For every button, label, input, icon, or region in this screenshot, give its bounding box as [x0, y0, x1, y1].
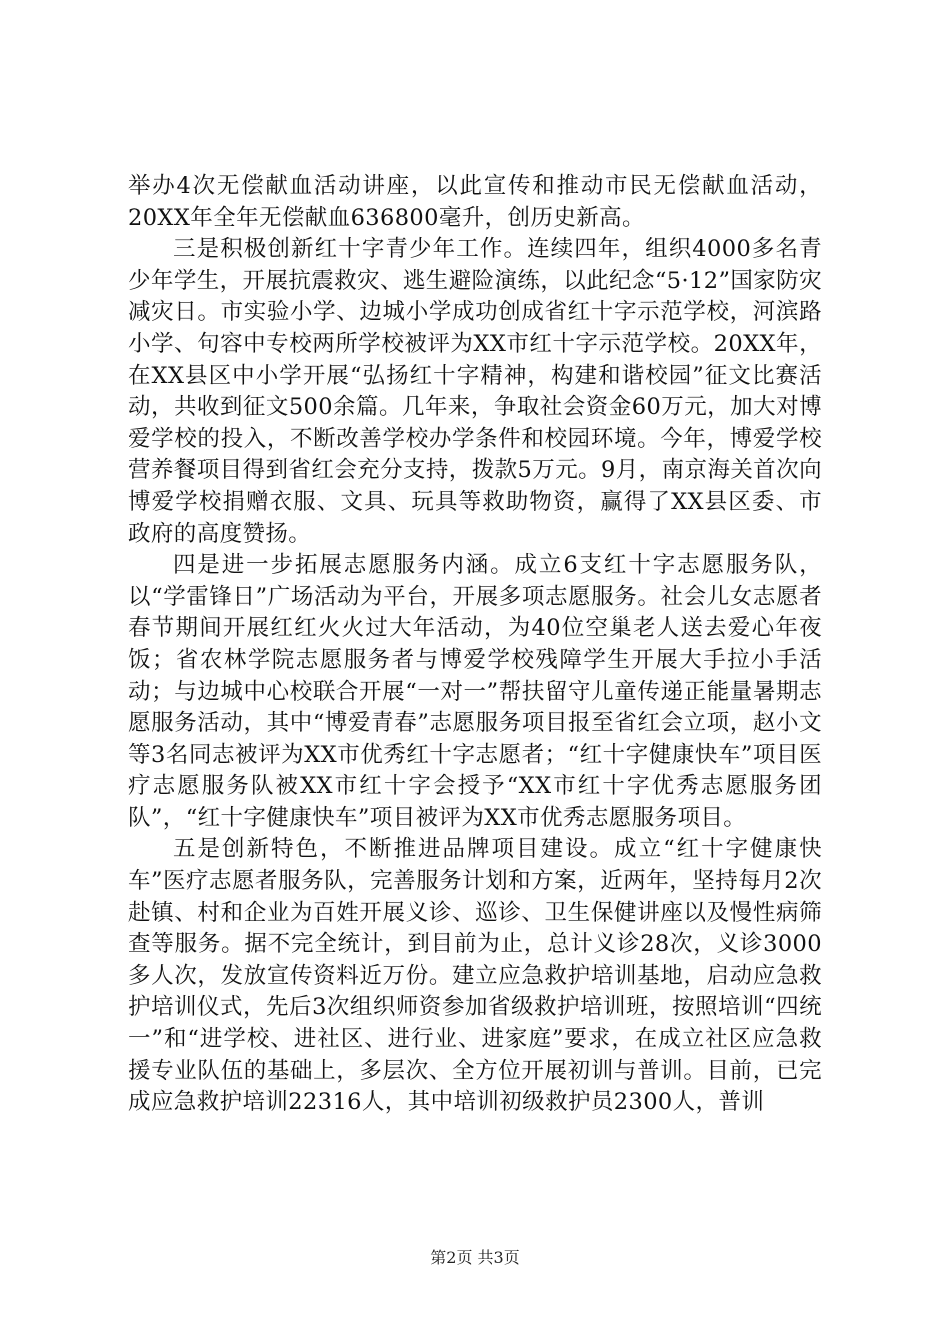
paragraph-continuation: 举办4次无偿献血活动讲座，以此宣传和推动市民无偿献血活动，20XX年全年无偿献血636800毫升，创历史新高。	[128, 173, 822, 231]
body-text	[128, 171, 822, 1119]
page-footer: 第2页 共3页	[430, 1248, 520, 1267]
paragraph-youth-work: 三是积极创新红十字青少年工作。连续四年，组织4000多名青少年学生，开展抗震救灾、逃生避险演练，以此纪念“5·12”国家防灾减灾日。市实验小学、边城小学成功创成省红十字示范学校，河滨路小学、句容中专校两所学校被评为XX市红十字示范学校。20XX年，在XX县区中小学开展“弘扬红十字精神，构建和谐校园”征文比赛活动，共收到征文500余篇。几年来，争取社会资金60万元，加大对博爱学校的投入，不断改善学校办学条件和校园环境。今年，博爱学校营养餐项目得到省红会充分支持，拨款5万元。9月，南京海关首次向博爱学校捐赠衣服、文具、玩具等救助物资，赢得了XX县区委、市政府的高度赞扬。	[128, 236, 822, 547]
paragraph-volunteer-service: 四是进一步拓展志愿服务内涵。成立6支红十字志愿服务队，以“学雷锋日”广场活动为平台，开展多项志愿服务。社会儿女志愿者春节期间开展红红火火过大年活动，为40位空巢老人送去爱心年夜饭；省农林学院志愿服务者与博爱学校残障学生开展大手拉小手活动；与边城中心校联合开展“一对一”帮扶留守儿童传递正能量暑期志愿服务活动，其中“博爱青春”志愿服务项目报至省红会立项，赵小文等3名同志被评为XX市优秀红十字志愿者；“红十字健康快车”项目医疗志愿服务队被XX市红十字会授予“XX市红十字优秀志愿服务团队”，“红十字健康快车”项目被评为XX市优秀志愿服务项目。	[128, 552, 822, 831]
paragraph-brand-projects: 五是创新特色，不断推进品牌项目建设。成立“红十字健康快车”医疗志愿者服务队，完善服务计划和方案，近两年，坚持每月2次赴镇、村和企业为百姓开展义诊、巡诊、卫生保健讲座以及慢性病筛查等服务。据不完全统计，到目前为止，总计义诊28次，义诊3000多人次，发放宣传资料近万份。建立应急救护培训基地，启动应急救护培训仪式，先后3次组织师资参加省级救护培训班，按照培训“四统一”和“进学校、进社区、进行业、进家庭”要求，在成立社区应急救援专业队伍的基础上，多层次、全方位开展初训与普训。目前，已完成应急救护培训22316人，其中培训初级救护员2300人，普训	[128, 836, 822, 1116]
